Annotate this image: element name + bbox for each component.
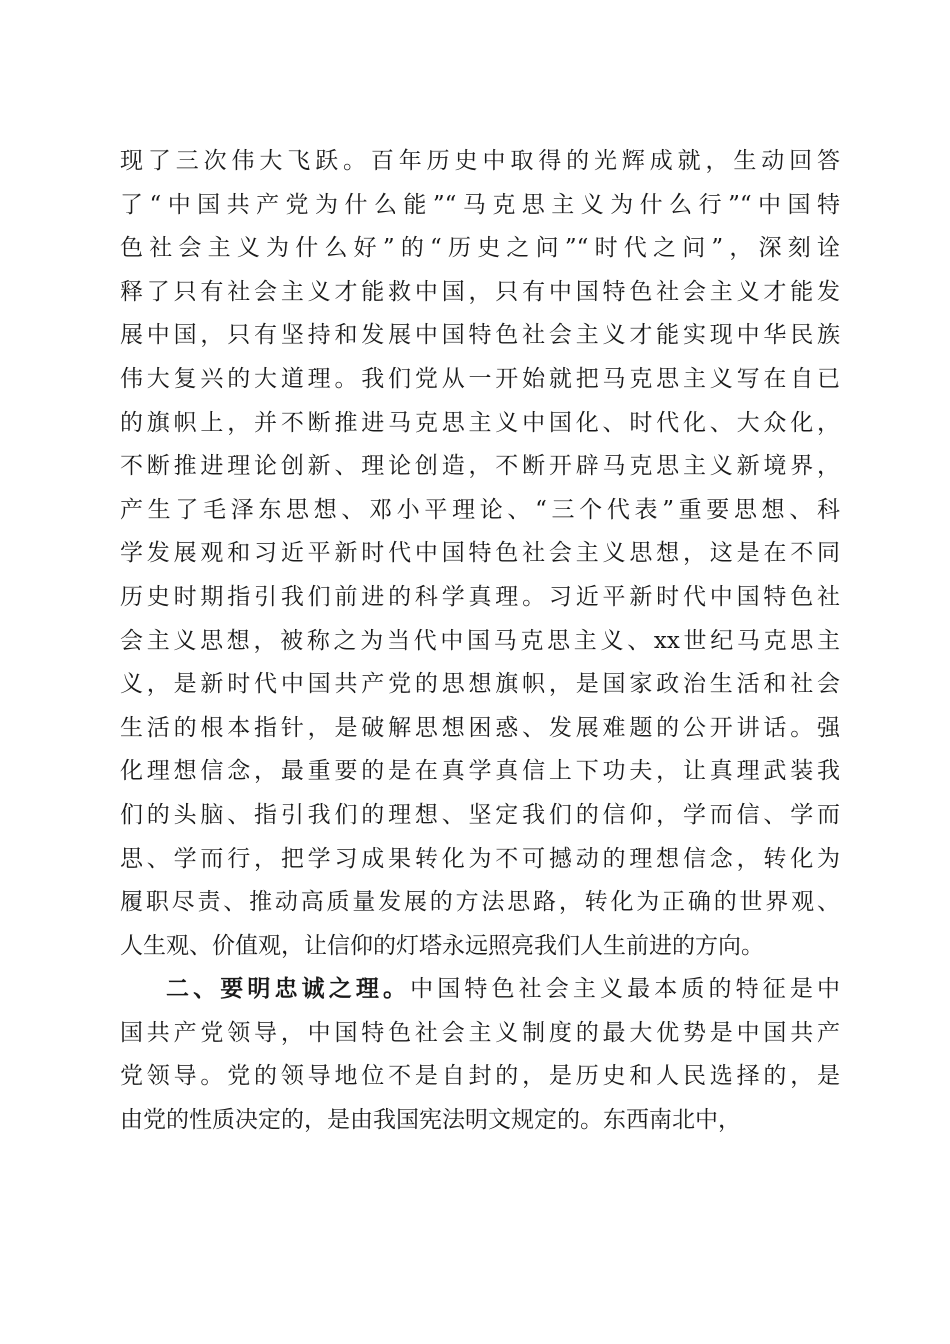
text-line: 的旗帜上，并不断推进马克思主义中国化、时代化、大众化，: [120, 409, 840, 436]
text-line: 党领导。党的领导地位不是自封的，是历史和人民选择的，是: [120, 1063, 840, 1090]
text-line: 了“中国共产党为什么能”“马克思主义为什么行”“中国特: [120, 191, 840, 218]
text-line: 履职尽责、推动高质量发展的方法思路，转化为正确的世界观、: [120, 889, 840, 916]
text-line: 色社会主义为什么好”的“历史之问”“时代之问”，深刻诠: [120, 235, 840, 262]
text-line: 化理想信念，最重要的是在真学真信上下功夫，让真理武装我: [120, 758, 840, 785]
text-line: 展中国，只有坚持和发展中国特色社会主义才能实现中华民族: [120, 322, 840, 349]
text-line: 义，是新时代中国共产党的思想旗帜，是国家政治生活和社会: [120, 671, 840, 698]
text-line: 人生观、价值观，让信仰的灯塔永远照亮我们人生前进的方向。: [120, 932, 764, 959]
text-line: 不断推进理论创新、理论创造，不断开辟马克思主义新境界，: [120, 453, 840, 480]
text-line: 生活的根本指针，是破解思想困惑、发展难题的公开讲话。强: [120, 714, 840, 741]
text-line: 国共产党领导，中国特色社会主义制度的最大优势是中国共产: [120, 1019, 840, 1046]
text-line: 释了只有社会主义才能救中国，只有中国特色社会主义才能发: [120, 278, 840, 305]
text-line: 会主义思想，被称之为当代中国马克思主义、xx世纪马克思主: [120, 627, 840, 654]
text-line: 由党的性质决定的，是由我国宪法明文规定的。东西南北中，: [120, 1107, 741, 1134]
text-line: 伟大复兴的大道理。我们党从一开始就把马克思主义写在自已: [120, 365, 840, 392]
paragraph-2: [120, 968, 840, 1142]
section-heading: 二、要明忠诚之理。: [166, 976, 411, 1003]
text-line: 产生了毛泽东思想、邓小平理论、“三个代表”重要思想、科: [120, 496, 840, 523]
text-line: 思、学而行，把学习成果转化为不可撼动的理想信念，转化为: [120, 845, 840, 872]
text-run: 中国特色社会主义最本质的特征是中: [410, 976, 840, 1003]
text-line: 现了三次伟大飞跃。百年历史中取得的光辉成就，生动回答: [120, 148, 840, 174]
text-line: 们的头脑、指引我们的理想、坚定我们的信仰，学而信、学而: [120, 801, 840, 828]
document-body: [120, 140, 840, 1143]
text-line: 历史时期指引我们前进的科学真理。习近平新时代中国特色社: [120, 583, 840, 610]
text-line: 学发展观和习近平新时代中国特色社会主义思想，这是在不同: [120, 540, 840, 567]
paragraph-1: [120, 140, 840, 968]
section-heading-line: [120, 968, 840, 1012]
